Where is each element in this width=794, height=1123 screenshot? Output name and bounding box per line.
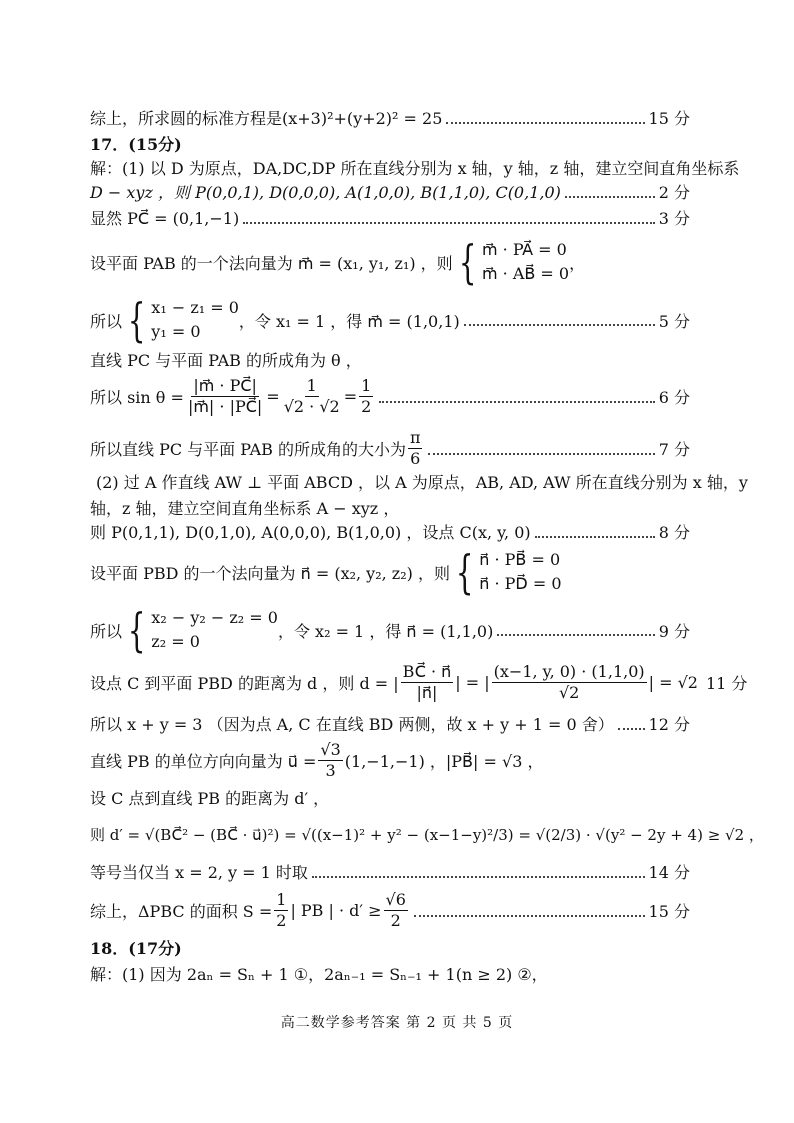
- score-label: 6 分: [658, 388, 690, 407]
- score-label: 8 分: [658, 523, 690, 542]
- answer-line-5: [90, 206, 690, 229]
- denominator: 2: [276, 911, 287, 930]
- numerator: 1: [361, 376, 372, 395]
- answer-line-12: [90, 496, 690, 519]
- line-text: 显然 PC⃗ = (0,1,−1): [90, 209, 240, 228]
- dot-leader: [379, 401, 654, 403]
- fraction: [408, 428, 423, 469]
- score-label: 2 分: [658, 183, 690, 202]
- answer-line-22: [90, 890, 690, 931]
- line-text: 综上，所求圆的标准方程是(x+3)²+(y+2)² = 25: [90, 109, 443, 128]
- denominator: 3: [325, 761, 336, 780]
- answer-line-3: [90, 156, 740, 179]
- dot-leader: [535, 536, 655, 538]
- line-text: 解：(1) 以 D 为原点，DA,DC,DP 所在直线分别为 x 轴，y 轴，z 轴，建立空间直角坐标系: [90, 159, 740, 178]
- fraction: [318, 740, 342, 781]
- score-label: 15 分: [648, 109, 690, 128]
- line-text: 设平面 PBD 的一个法向量为 n⃗ = (x₂, y₂, z₂) ，则: [90, 563, 450, 583]
- answer-line-13: [90, 520, 690, 543]
- score-label: 12 分: [648, 715, 690, 734]
- line-text: 设 C 点到直线 PB 的距离为 d′ ，: [90, 789, 330, 808]
- answer-line-17: [90, 712, 690, 735]
- answer-line-20: [90, 824, 764, 845]
- numerator: (x−1, y, 0) · (1,1,0): [493, 662, 645, 681]
- equation-system: [450, 545, 562, 599]
- fraction: [282, 376, 342, 417]
- line-text: (1,−1,−1) ，|PB⃗| = √3 ，: [344, 752, 544, 771]
- line-text: 所以 x + y = 3 （因为点 A, C 在直线 BD 两侧，故 x + y + 1 = 0 舍）: [90, 715, 614, 734]
- numerator: √3: [320, 740, 341, 759]
- answer-line-19: [90, 786, 690, 809]
- dot-leader: [312, 876, 645, 878]
- numerator: BC⃗ · n⃗: [402, 662, 452, 681]
- line-text: 解：(1) 因为 2aₙ = Sₙ + 1 ①，2aₙ₋₁ = Sₙ₋₁ + 1(n ≥ 2) ②，: [90, 965, 548, 984]
- line-text: 所以: [90, 621, 123, 641]
- equation: n⃗ · PB⃗ = 0: [479, 550, 561, 569]
- brace-icon: {: [127, 293, 146, 347]
- score-label: 9 分: [658, 621, 690, 641]
- dot-leader: [497, 634, 654, 636]
- line-text: 综上，ΔPBC 的面积 S =: [90, 902, 273, 921]
- line-text: ，令 x₂ = 1 ，得 n⃗ = (1,1,0): [277, 621, 494, 641]
- denominator: √2 · √2: [283, 397, 340, 416]
- score-label: 5 分: [658, 311, 690, 331]
- dot-leader: [243, 222, 655, 224]
- equation: m⃗ · PA⃗ = 0: [481, 240, 567, 259]
- equation: y₁ = 0: [151, 322, 201, 341]
- line-text: 轴，z 轴，建立空间直角坐标系 A − xyz ，: [90, 499, 400, 518]
- page-footer: 高二数学参考答案 第 2 页 共 5 页: [280, 1015, 514, 1031]
- line-text: | = |: [455, 673, 490, 692]
- equation: n⃗ · PD⃗ = 0: [479, 574, 562, 593]
- answer-line-9: [90, 376, 690, 417]
- answer-line-24: [90, 962, 690, 985]
- line-text: | PB | · d′ ≥: [290, 901, 382, 920]
- brace-icon: {: [458, 235, 477, 289]
- answer-line-4: [90, 180, 690, 203]
- dot-leader: [428, 453, 654, 455]
- line-text: 等号当仅当 x = 2, y = 1 时取: [90, 863, 308, 882]
- denominator: 2: [361, 397, 372, 416]
- equation-system: [122, 293, 239, 347]
- equals-sign: =: [266, 387, 280, 406]
- fraction: [384, 890, 408, 931]
- equals-sign: =: [343, 387, 358, 406]
- line-text: 则 P(0,1,1), D(0,1,0), A(0,0,0), B(1,0,0) ，设点 C(x, y, 0): [90, 523, 531, 542]
- answer-line-21: [90, 860, 690, 883]
- brace-icon: {: [455, 545, 474, 599]
- answer-line-10: [90, 428, 690, 469]
- equation-system: [122, 603, 278, 657]
- line-text: 所以: [90, 311, 123, 331]
- line-text: 则 d′ = √(BC⃗² − (BC⃗ · u⃗)²) = √((x−1)² + y² − (x−1−y)²/3) = √(2/3) · √(y² − 2y + 4) ≥ √2 ，: [90, 826, 764, 844]
- score-label: 3 分: [658, 209, 690, 228]
- fraction: [401, 662, 454, 703]
- fraction: [186, 376, 264, 417]
- answer-line-14: [90, 545, 690, 599]
- answer-line-11: [96, 470, 748, 493]
- line-text: 设平面 PAB 的一个法向量为 m⃗ = (x₁, y₁, z₁) ，则: [90, 253, 453, 273]
- equation: x₁ − z₁ = 0: [151, 298, 239, 317]
- equation: m⃗ · AB⃗ = 0: [481, 264, 570, 283]
- fraction: [274, 890, 288, 931]
- answer-line-7: [90, 293, 690, 347]
- score-label: 11 分: [705, 674, 748, 693]
- answer-line-15: [90, 603, 690, 657]
- equation-system: [453, 235, 570, 289]
- equation: z₂ = 0: [151, 632, 200, 651]
- answer-line-16: [90, 662, 748, 703]
- line-text: (2) 过 A 作直线 AW ⊥ 平面 ABCD ，以 A 为原点，AB, AD, AW 所在直线分别为 x 轴，y: [96, 473, 748, 492]
- denominator: √2: [558, 683, 580, 702]
- numerator: 1: [276, 890, 287, 909]
- score-label: 14 分: [648, 863, 690, 882]
- denominator: |m⃗| · |PC⃗|: [187, 397, 263, 416]
- denominator: 2: [390, 911, 401, 930]
- dot-leader: [414, 915, 645, 917]
- line-text: ，令 x₁ = 1 ，得 m⃗ = (1,0,1): [238, 311, 460, 331]
- fraction: [359, 376, 373, 417]
- denominator: |n⃗|: [416, 683, 438, 702]
- question-18-heading: [90, 936, 690, 959]
- line-text: 直线 PB 的单位方向向量为 u⃗ =: [90, 752, 317, 771]
- dot-leader: [464, 324, 655, 326]
- answer-line-1: [90, 106, 690, 129]
- fraction: [492, 662, 647, 703]
- line-text: ，: [569, 253, 586, 273]
- brace-icon: {: [127, 603, 146, 657]
- answer-line-18: [90, 740, 690, 781]
- line-text: | = √2: [648, 673, 698, 692]
- dot-leader: [618, 728, 645, 730]
- line-text: 18．(17分): [90, 939, 182, 958]
- line-text: 所以直线 PC 与平面 PAB 的所成角的大小为: [90, 440, 406, 459]
- numerator: 1: [306, 376, 317, 395]
- dot-leader: [565, 196, 655, 198]
- answer-line-6: [90, 235, 690, 289]
- line-text: D − xyz ，则 P(0,0,1), D(0,0,0), A(1,0,0), B(1,1,0), C(0,1,0): [90, 183, 561, 202]
- denominator: 6: [410, 449, 421, 468]
- dot-leader: [446, 122, 644, 124]
- answer-line-8: [90, 348, 690, 371]
- question-17-heading: [90, 132, 690, 155]
- line-text: 所以 sin θ =: [90, 388, 184, 407]
- numerator: π: [409, 428, 421, 447]
- line-text: 17．(15分): [90, 135, 182, 154]
- score-label: 15 分: [648, 902, 690, 921]
- score-label: 7 分: [658, 440, 690, 459]
- numerator: √6: [385, 890, 406, 909]
- equation: x₂ − y₂ − z₂ = 0: [151, 608, 278, 627]
- line-text: 设点 C 到平面 PBD 的距离为 d ，则 d = |: [90, 674, 399, 693]
- line-text: 直线 PC 与平面 PAB 的所成角为 θ ，: [90, 351, 362, 370]
- numerator: |m⃗ · PC⃗|: [193, 376, 257, 395]
